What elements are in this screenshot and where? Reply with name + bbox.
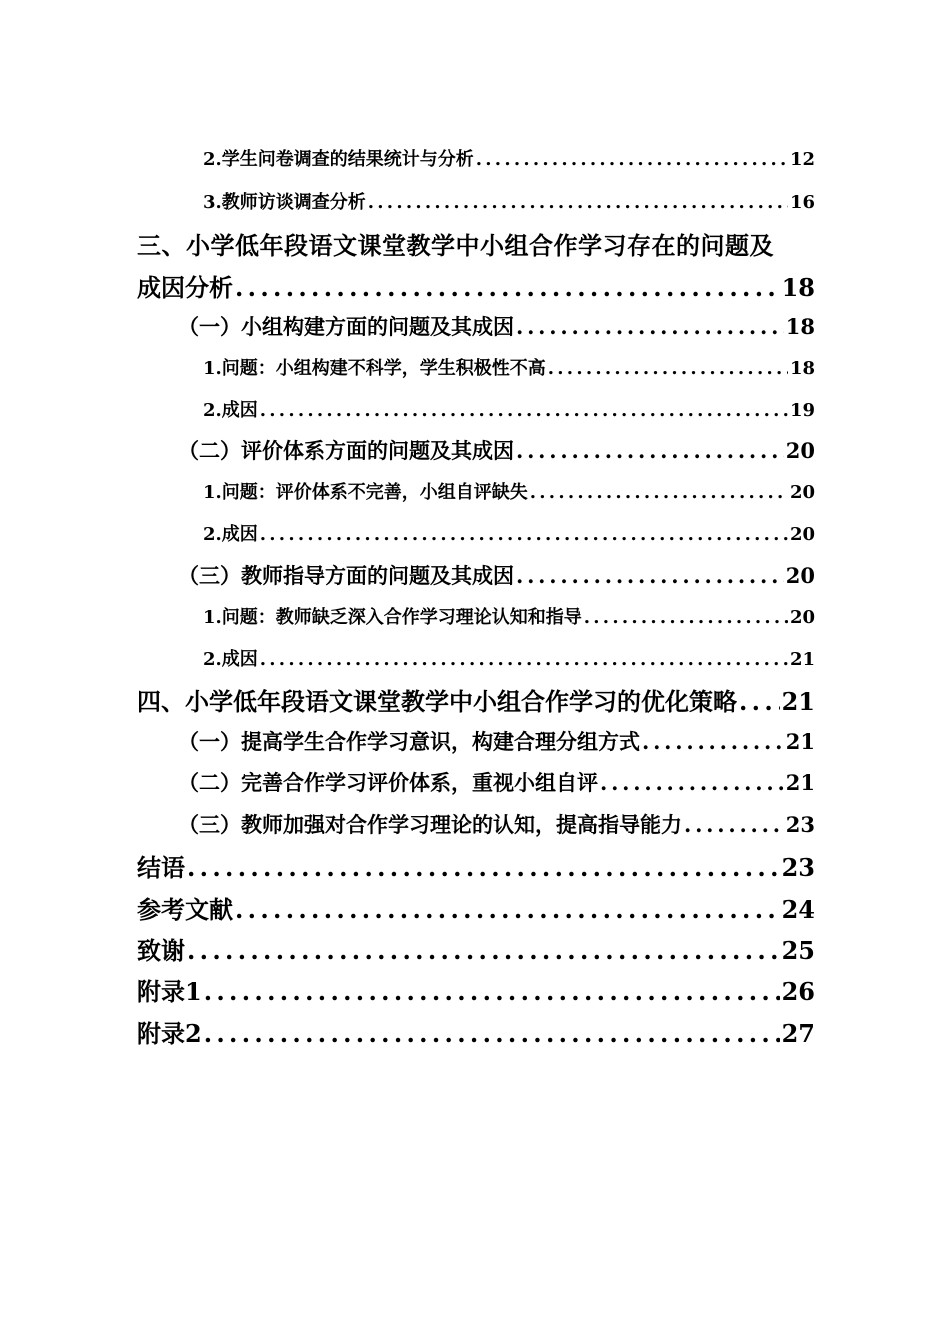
dot-leader bbox=[476, 149, 788, 170]
toc-page-number: 21 bbox=[789, 649, 815, 670]
toc-entry-label: （一）提高学生合作学习意识，构建合理分组方式 bbox=[178, 729, 640, 754]
dot-leader bbox=[530, 482, 788, 503]
toc-entry[interactable] bbox=[203, 188, 815, 214]
toc-page-number: 20 bbox=[785, 438, 815, 463]
toc-entry[interactable] bbox=[178, 767, 815, 797]
toc-entry[interactable] bbox=[178, 726, 815, 756]
toc-page-number: 20 bbox=[785, 563, 815, 588]
toc-entry-label: 1.问题：小组构建不科学，学生积极性不高 bbox=[203, 358, 546, 379]
dot-leader bbox=[187, 853, 780, 882]
toc-entry[interactable] bbox=[137, 931, 815, 966]
toc-entry[interactable] bbox=[203, 520, 815, 546]
toc-entry[interactable] bbox=[203, 396, 815, 422]
toc-entry-label: 3.教师访谈调查分析 bbox=[203, 192, 366, 213]
toc-entry-label: （二）完善合作学习评价体系，重视小组自评 bbox=[178, 770, 598, 795]
toc-entry[interactable] bbox=[203, 354, 815, 380]
toc-page-number: 20 bbox=[789, 524, 815, 545]
toc-entry[interactable] bbox=[203, 478, 815, 504]
toc-entry-label: 2.成因 bbox=[203, 400, 258, 421]
dot-leader bbox=[584, 607, 788, 628]
toc-entry-label: 致谢 bbox=[137, 936, 185, 965]
dot-leader bbox=[642, 729, 784, 754]
toc-entry-label: 2.学生问卷调查的结果统计与分析 bbox=[203, 149, 474, 170]
toc-entry[interactable] bbox=[137, 972, 815, 1007]
dot-leader bbox=[187, 936, 780, 965]
dot-leader bbox=[739, 687, 780, 716]
toc-page-number: 18 bbox=[789, 358, 815, 379]
toc-entry-label: 附录1 bbox=[137, 977, 202, 1006]
dot-leader bbox=[235, 273, 780, 302]
toc-page-number: 18 bbox=[781, 273, 815, 302]
dot-leader bbox=[260, 400, 788, 421]
toc-entry-label: 四、小学低年段语文课堂教学中小组合作学习的优化策略 bbox=[137, 687, 737, 716]
toc-page-number: 24 bbox=[781, 895, 815, 924]
dot-leader bbox=[516, 314, 784, 339]
dot-leader bbox=[204, 977, 780, 1006]
dot-leader bbox=[548, 358, 788, 379]
dot-leader bbox=[600, 770, 784, 795]
toc-page-number: 19 bbox=[789, 400, 815, 421]
dot-leader bbox=[260, 524, 788, 545]
toc-page-number: 25 bbox=[781, 936, 815, 965]
toc-entry-label-line1: 三、小学低年段语文课堂教学中小组合作学习存在的问题及 bbox=[137, 231, 774, 260]
toc-page-number: 16 bbox=[789, 192, 815, 213]
toc-page-number: 21 bbox=[785, 770, 815, 795]
toc-page-number: 20 bbox=[789, 482, 815, 503]
dot-leader bbox=[204, 1019, 780, 1048]
dot-leader bbox=[260, 649, 788, 670]
toc-page-number: 26 bbox=[781, 977, 815, 1006]
toc-page-number: 20 bbox=[789, 607, 815, 628]
dot-leader bbox=[516, 438, 784, 463]
toc-entry[interactable] bbox=[178, 809, 815, 839]
toc-entry-label: 2.成因 bbox=[203, 524, 258, 545]
toc-entry-label: 成因分析 bbox=[137, 273, 233, 302]
toc-page-number: 12 bbox=[789, 149, 815, 170]
toc-entry[interactable] bbox=[203, 145, 815, 171]
toc-entry-label: 附录2 bbox=[137, 1019, 202, 1048]
toc-entry[interactable] bbox=[137, 268, 815, 303]
toc-entry[interactable] bbox=[137, 1014, 815, 1049]
dot-leader bbox=[235, 895, 780, 924]
toc-entry[interactable] bbox=[203, 603, 815, 629]
toc-page-number: 21 bbox=[781, 687, 815, 716]
toc-entry-label: 1.问题：评价体系不完善，小组自评缺失 bbox=[203, 482, 528, 503]
toc-entry-label: （二）评价体系方面的问题及其成因 bbox=[178, 438, 514, 463]
toc-entry[interactable] bbox=[203, 645, 815, 671]
dot-leader bbox=[368, 192, 788, 213]
toc-entry-label: 1.问题：教师缺乏深入合作学习理论认知和指导 bbox=[203, 607, 582, 628]
toc-entry[interactable] bbox=[178, 560, 815, 590]
toc-entry-label: 参考文献 bbox=[137, 895, 233, 924]
toc-page-number: 23 bbox=[781, 853, 815, 882]
toc-entry-label: （三）教师指导方面的问题及其成因 bbox=[178, 563, 514, 588]
toc-entry[interactable] bbox=[178, 311, 815, 341]
toc-entry-label: 2.成因 bbox=[203, 649, 258, 670]
toc-page-number: 27 bbox=[781, 1019, 815, 1048]
toc-entry-label: （三）教师加强对合作学习理论的认知，提高指导能力 bbox=[178, 812, 682, 837]
toc-entry[interactable] bbox=[178, 435, 815, 465]
toc-page-number: 21 bbox=[785, 729, 815, 754]
dot-leader bbox=[516, 563, 784, 588]
toc-entry[interactable] bbox=[137, 682, 815, 717]
dot-leader bbox=[684, 812, 784, 837]
toc-page-number: 23 bbox=[785, 812, 815, 837]
toc-entry-label: （一）小组构建方面的问题及其成因 bbox=[178, 314, 514, 339]
toc-entry[interactable] bbox=[137, 890, 815, 925]
toc-entry-label: 结语 bbox=[137, 853, 185, 882]
toc-page-number: 18 bbox=[785, 314, 815, 339]
toc-entry[interactable] bbox=[137, 848, 815, 883]
